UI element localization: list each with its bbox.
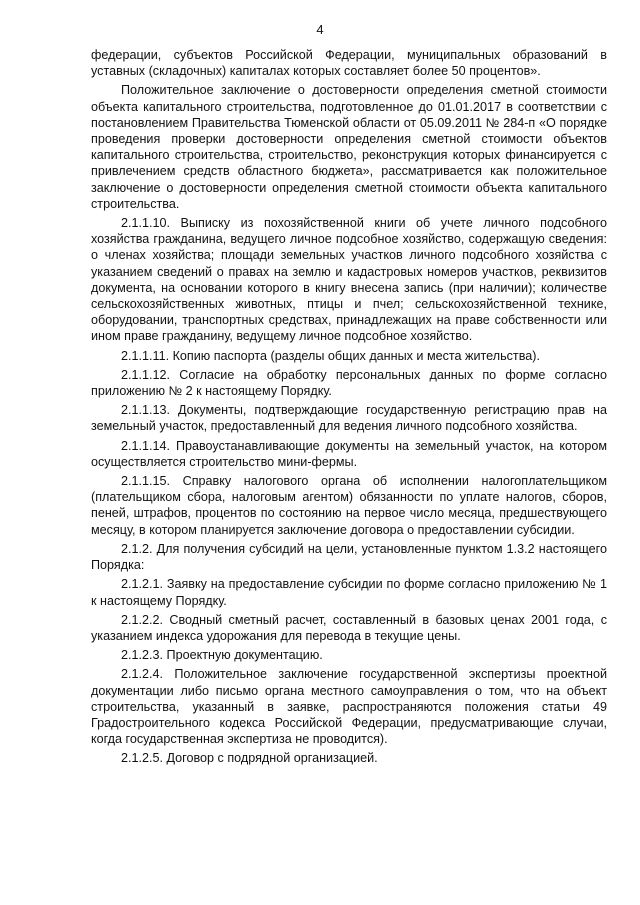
paragraph-2-1-2-4: 2.1.2.4. Положительное заключение государственной экспертизы проектной документации либо письмо органа местного самоуправления о том, что на объект строительства, указанный в заявке, распространяются положения статьи 49 Градостроительного кодекса Российской Федерации, предусматривающие случаи, когда государственная экспертиза не проводится). — [91, 667, 607, 747]
paragraph-2-1-2-2: 2.1.2.2. Сводный сметный расчет, составленный в базовых ценах 2001 года, с указанием индекса удорожания для перевода в текущие цены. — [91, 612, 607, 643]
paragraph-2-1-1-15: 2.1.1.15. Справку налогового органа об исполнении налогоплательщиком (плательщиком сбора, налоговым агентом) обязанности по уплате налогов, сборов, пеней, штрафов, процентов по состоянию на первое число месяца, предшествующего месяцу, в котором планируется заключение договора о предоставлении субсидии. — [91, 474, 607, 537]
paragraph-2-1-1-12: 2.1.1.12. Согласие на обработку персональных данных по форме согласно приложению № 2 к настоящему Порядку. — [91, 367, 607, 399]
document-body — [91, 47, 607, 770]
page-number: 4 — [316, 22, 324, 37]
paragraph-2-1-2-1: 2.1.2.1. Заявку на предоставление субсидии по форме согласно приложению № 1 к настоящему Порядку. — [91, 577, 607, 608]
paragraph-continuation: федерации, субъектов Российской Федерации, муниципальных образований в уставных (складочных) капиталах которых составляет более 50 процентов». — [91, 48, 607, 79]
paragraph-2-1-1-11: 2.1.1.11. Копию паспорта (разделы общих данных и места жительства). — [121, 348, 540, 363]
paragraph-2-1-1-13: 2.1.1.13. Документы, подтверждающие государственную регистрацию прав на земельный участок, предоставленный для ведения личного подсобного хозяйства. — [91, 403, 607, 434]
paragraph-2-1-2: 2.1.2. Для получения субсидий на цели, установленные пунктом 1.3.2 настоящего Порядка: — [91, 541, 607, 573]
paragraph-2-1-1-10: 2.1.1.10. Выписку из похозяйственной книги об учете личного подсобного хозяйства гражданина, ведущего личное подсобное хозяйство, содержащую сведения: о членах хозяйства; площади земельных участков личного подсобного хозяйства с указанием сведений о правах на землю и кадастровых номеров участков, реквизитов документа, на основании которого в книгу внесена запись (при наличии); количестве сельскохозяйственных животных, птицы и пчел; сельскохозяйственной технике, оборудовании, транспортных средствах, принадлежащих на праве собственности или ином праве гражданину, ведущему личное подсобное хозяйство. — [91, 216, 607, 344]
paragraph-2-1-2-3: 2.1.2.3. Проектную документацию. — [121, 648, 323, 663]
paragraph-2-1-2-5: 2.1.2.5. Договор с подрядной организацией. — [121, 751, 378, 766]
paragraph-2-1-1-14: 2.1.1.14. Правоустанавливающие документы на земельный участок, на котором осуществляется строительство мини-фермы. — [91, 438, 607, 469]
paragraph-positive-conclusion: Положительное заключение о достоверности определения сметной стоимости объекта капитального строительства, подготовленное до 01.01.2017 в соответствии с постановлением Правительства Тюменской области от 05.09.2011 № 284-п «О порядке проведения проверки достоверности определения сметной стоимости объектов капитального строительства, строительство, реконструкция которых финансируется с привлечением средств областного бюджета», рассматривается как положительное заключение о достоверности определения сметной стоимости объекта капитального строительства. — [91, 83, 607, 211]
